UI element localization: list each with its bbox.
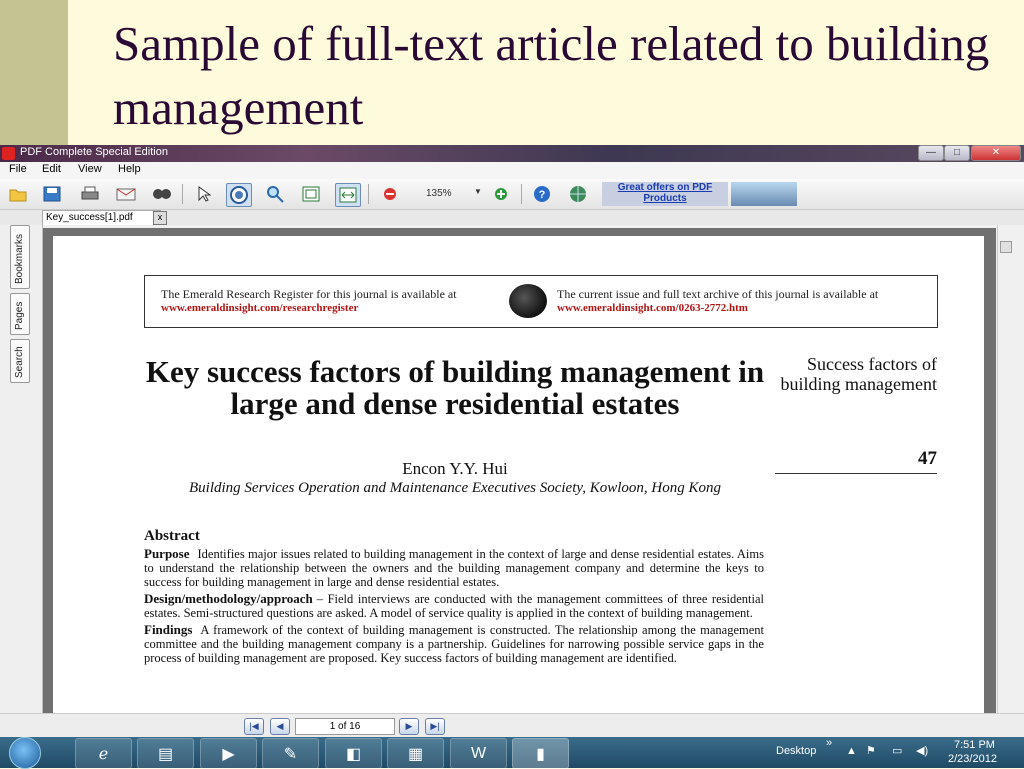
volume-icon[interactable]: ◀)	[916, 745, 929, 757]
select-arrow-icon[interactable]	[192, 183, 216, 205]
action-center-flag-icon[interactable]: ⚑	[866, 745, 876, 757]
update-globe-icon[interactable]	[566, 183, 590, 205]
toolbar-separator	[521, 184, 522, 204]
toolbar	[0, 179, 1024, 210]
abstract-heading: Abstract	[144, 528, 200, 544]
save-icon[interactable]	[40, 183, 64, 205]
ad-banner-text: Great offers on PDF Products	[617, 182, 713, 204]
fit-page-icon[interactable]	[299, 183, 323, 205]
archive-taskbar-icon[interactable]: ▦	[387, 738, 444, 769]
purpose-label: Purpose	[144, 546, 190, 561]
status-bar	[0, 713, 1024, 738]
tab-close-icon[interactable]: x	[153, 211, 167, 225]
word-taskbar-icon[interactable]: W	[450, 738, 507, 769]
window-titlebar[interactable]	[0, 145, 1024, 162]
pdf-window	[0, 145, 1024, 737]
media-player-taskbar-icon[interactable]: ▶	[200, 738, 257, 769]
menu-file[interactable]: File	[9, 163, 27, 175]
abstract-section	[144, 528, 764, 668]
article-title: Key success factors of building management in large and dense residential estates	[145, 354, 765, 421]
sidebar-search-label: Search	[14, 346, 25, 378]
zoom-out-icon[interactable]	[378, 183, 402, 205]
findings-label: Findings	[144, 622, 193, 637]
abstract-findings	[144, 623, 764, 665]
design-label: Design/methodology/approach	[144, 591, 313, 606]
running-side-title: Success factors of building management	[780, 354, 937, 394]
print-icon[interactable]	[78, 183, 102, 205]
properties-icon[interactable]	[150, 183, 174, 205]
windows-taskbar	[0, 737, 1024, 768]
purpose-text: Identifies major issues related to building management in the context of large and dense residential estates. Aims to understand the relationship between the owners and the building management company and determine the keys to success for building management in large and dense residential estates.	[144, 547, 764, 589]
ad-banner-image[interactable]	[731, 182, 797, 206]
menu-edit[interactable]: Edit	[42, 163, 61, 175]
desktop-toolbar-label[interactable]: Desktop	[776, 745, 817, 757]
journal-header-box	[144, 275, 938, 328]
sidebar-tab-bookmarks[interactable]	[10, 225, 30, 289]
sidebar-tab-pages[interactable]	[10, 293, 30, 335]
minimize-button[interactable]: —	[918, 145, 944, 161]
pdf-page	[53, 236, 984, 713]
explorer-taskbar-icon[interactable]: ▤	[137, 738, 194, 769]
ie-taskbar-icon[interactable]: ℯ	[75, 738, 132, 769]
header-left	[161, 287, 457, 314]
document-viewer[interactable]	[43, 228, 996, 713]
document-tab-bar	[0, 210, 1024, 225]
last-page-icon[interactable]: ▶|	[425, 718, 445, 735]
hand-tool-icon[interactable]	[226, 183, 252, 207]
chevron-icon[interactable]: »	[826, 737, 833, 749]
toolbar-separator	[182, 184, 183, 204]
start-button[interactable]	[4, 737, 46, 768]
emerald-globe-icon	[509, 284, 547, 318]
help-icon[interactable]	[530, 183, 554, 205]
article-author: Encon Y.Y. Hui	[402, 459, 508, 478]
chevron-down-icon: ▼	[474, 187, 482, 196]
notes-taskbar-icon[interactable]: ✎	[262, 738, 319, 769]
windows-logo-icon	[9, 737, 41, 769]
slide-title: Sample of full-text article related to building management	[113, 16, 990, 135]
menu-view[interactable]: View	[78, 163, 102, 175]
close-button[interactable]: ✕	[971, 145, 1021, 161]
zoom-in-icon[interactable]	[489, 183, 513, 205]
clock-time[interactable]: 7:51 PM	[954, 739, 995, 751]
header-right-text: The current issue and full text archive of this journal is available at	[557, 287, 879, 301]
zoom-level-select[interactable]	[410, 188, 482, 202]
open-folder-icon[interactable]	[6, 183, 30, 205]
window-title: PDF Complete Special Edition	[20, 146, 168, 158]
email-icon[interactable]	[114, 183, 138, 205]
vertical-scrollbar[interactable]	[997, 225, 1013, 713]
first-page-icon[interactable]: |◀	[244, 718, 264, 735]
slide-accent-bar	[0, 0, 68, 146]
prev-page-icon[interactable]: ◀	[270, 718, 290, 735]
findings-text: A framework of the context of building management is constructed. The relationship among the management committee and the building management company is a partnership. Guidelines for narrowing possible service gaps in the process of building management are proposed. Key success factors of building management are identified.	[144, 623, 764, 665]
ad-banner-link[interactable]	[602, 182, 728, 206]
abstract-purpose	[144, 547, 764, 589]
document-tab[interactable]	[42, 210, 161, 225]
network-icon[interactable]: ▭	[892, 745, 903, 757]
powerpoint-taskbar-icon[interactable]: ◧	[325, 738, 382, 769]
page-number-rule	[775, 473, 937, 474]
design-text: – Field interviews are conducted with the management committees of three residential estates. Semi-structured questions are asked. A model of service quality is applied in the context of building management.	[144, 592, 764, 620]
fit-width-icon[interactable]	[335, 183, 361, 207]
toolbar-separator	[368, 184, 369, 204]
show-hidden-icons-icon[interactable]: ▲	[846, 745, 857, 757]
pdf-taskbar-icon[interactable]: ▮	[512, 738, 569, 769]
header-left-text: The Emerald Research Register for this journal is available at	[161, 287, 457, 301]
menu-help[interactable]: Help	[118, 163, 141, 175]
sidebar-bookmarks-label: Bookmarks	[14, 233, 25, 284]
header-right	[557, 287, 878, 314]
sidebar-tab-search[interactable]	[10, 339, 30, 383]
clock-date[interactable]: 2/23/2012	[948, 753, 997, 765]
article-affiliation: Building Services Operation and Maintenance Executives Society, Kowloon, Hong Kong	[189, 480, 721, 496]
page-number-field[interactable]: 1 of 16	[295, 718, 395, 735]
zoom-level-value: 135%	[426, 188, 452, 199]
journal-page-number: 47	[918, 448, 937, 469]
side-panel	[0, 225, 43, 713]
scrollbar-thumb[interactable]	[1000, 241, 1012, 253]
abstract-design	[144, 592, 764, 620]
header-left-link[interactable]: www.emeraldinsight.com/researchregister	[161, 302, 359, 314]
header-right-link[interactable]: www.emeraldinsight.com/0263-2772.htm	[557, 302, 748, 314]
menu-bar	[0, 162, 1024, 179]
sidebar-pages-label: Pages	[14, 301, 25, 330]
pdf-app-icon	[2, 147, 15, 160]
next-page-icon[interactable]: ▶	[399, 718, 419, 735]
zoom-magnifier-icon[interactable]	[263, 183, 287, 205]
document-tab-label: Key_success[1].pdf	[46, 212, 133, 223]
maximize-button[interactable]: □	[944, 145, 970, 161]
svg-text:?: ?	[538, 189, 546, 201]
